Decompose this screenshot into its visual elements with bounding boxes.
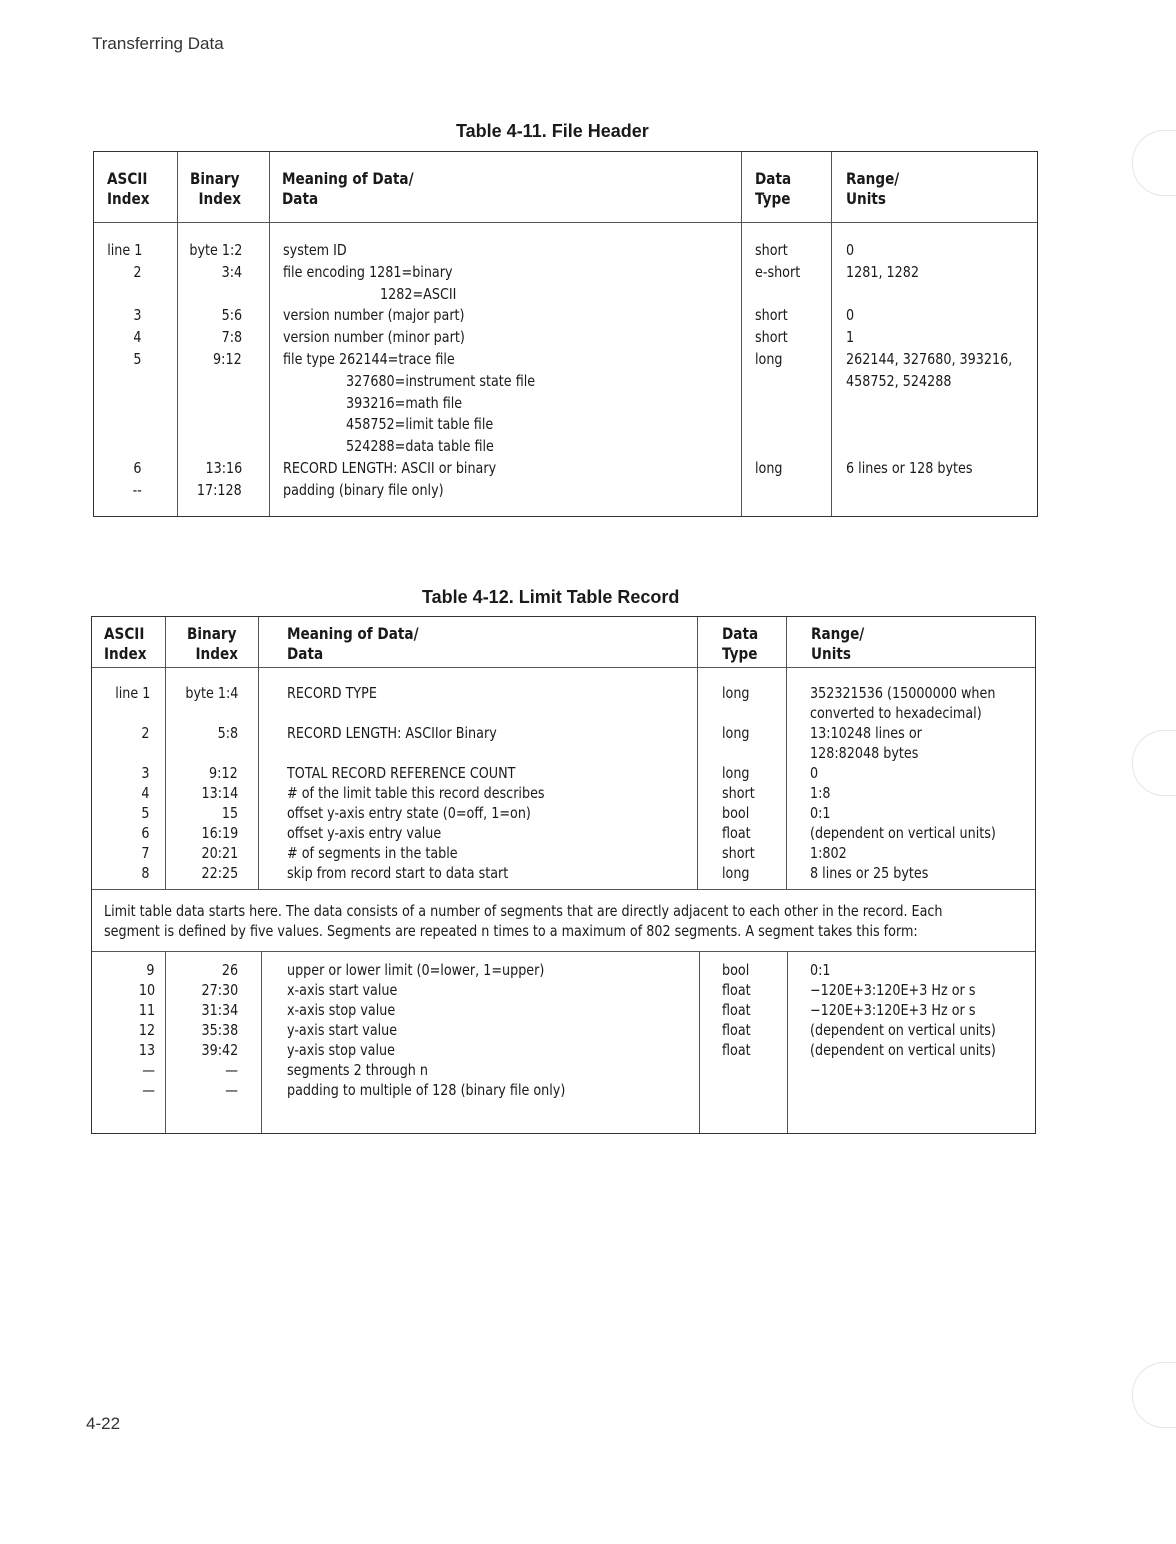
cell-binary-index: 9:12 [209, 764, 238, 782]
cell-range-units: 128:82048 bytes [810, 744, 919, 762]
cell-binary-index: — [225, 1081, 238, 1099]
header-divider [94, 222, 1037, 223]
cell-range-units: 1:802 [810, 844, 847, 862]
cell-binary-index: 5:6 [221, 306, 242, 325]
cell-ascii-index: 9 [146, 961, 155, 979]
column-divider [165, 617, 166, 889]
cell-range-units: 1:8 [810, 784, 831, 802]
cell-binary-index: — [225, 1061, 238, 1079]
cell-meaning: 524288=data table file [346, 437, 494, 456]
punch-hole-mark [1132, 730, 1176, 796]
cell-ascii-index: 4 [133, 328, 142, 347]
cell-binary-index: 27:30 [201, 981, 238, 999]
cell-ascii-index: — [142, 1061, 155, 1079]
column-divider [165, 952, 166, 1133]
cell-meaning: x-axis stop value [287, 1001, 396, 1019]
cell-binary-index: 7:8 [221, 328, 242, 347]
cell-range-units: −120E+3:120E+3 Hz or s [810, 1001, 976, 1019]
cell-binary-index: 20:21 [201, 844, 238, 862]
cell-range-units: (dependent on vertical units) [810, 1021, 996, 1039]
cell-range-units: 13:10248 lines or [810, 724, 922, 742]
cell-meaning: padding (binary file only) [283, 480, 444, 499]
cell-range-units: 458752, 524288 [846, 371, 952, 390]
cell-data-type: short [755, 328, 788, 347]
cell-binary-index: 31:34 [201, 1001, 238, 1019]
cell-meaning: 1282=ASCII [380, 284, 457, 303]
punch-hole-mark [1132, 130, 1176, 196]
table-4-12-caption: Table 4-12. Limit Table Record [422, 587, 680, 607]
cell-data-type: float [722, 1041, 751, 1059]
cell-data-type: short [755, 306, 788, 325]
cell-meaning: # of segments in the table [287, 844, 458, 862]
cell-ascii-index: — [142, 1081, 155, 1099]
cell-meaning: 393216=math file [346, 393, 463, 412]
cell-binary-index: 5:8 [217, 724, 238, 742]
cell-binary-index: 35:38 [201, 1021, 238, 1039]
cell-meaning: offset y-axis entry value [287, 824, 442, 842]
column-divider [787, 952, 788, 1133]
column-divider [697, 617, 698, 889]
cell-ascii-index: -- [132, 480, 142, 499]
cell-ascii-index: line 1 [114, 684, 150, 702]
cell-binary-index: 22:25 [201, 864, 238, 882]
cell-range-units: (dependent on vertical units) [810, 824, 996, 842]
cell-range-units: converted to hexadecimal) [810, 704, 982, 722]
cell-data-type: short [722, 844, 755, 862]
column-divider [258, 617, 259, 889]
segment-note-line: Limit table data starts here. The data consists of a number of segments that are directly adjacent to each other in the record. Each [104, 902, 943, 920]
cell-data-type: long [722, 684, 750, 702]
cell-ascii-index: 5 [133, 350, 142, 368]
cell-binary-index: 15 [221, 804, 238, 822]
cell-meaning: x-axis start value [287, 981, 398, 999]
cell-range-units: 6 lines or 128 bytes [846, 459, 973, 477]
cell-range-units: 0 [810, 764, 819, 782]
cell-meaning: TOTAL RECORD REFERENCE COUNT [287, 764, 516, 782]
cell-ascii-index: 6 [133, 459, 142, 477]
header-ascii-index: ASCII Index [107, 169, 150, 208]
cell-data-type: float [722, 824, 751, 842]
cell-binary-index: 3:4 [221, 262, 242, 281]
cell-range-units: 352321536 (15000000 when [810, 684, 996, 702]
cell-meaning: RECORD LENGTH: ASCIIor Binary [287, 724, 497, 742]
header-meaning: Meaning of Data/ Data [282, 169, 414, 208]
column-divider [786, 617, 787, 889]
cell-data-type: long [722, 864, 750, 882]
cell-binary-index: 26 [221, 961, 238, 979]
column-divider [741, 152, 742, 516]
cell-data-type: short [722, 784, 755, 802]
cell-data-type: float [722, 1001, 751, 1019]
cell-ascii-index: 7 [141, 844, 150, 862]
cell-binary-index: 13:14 [201, 784, 238, 802]
cell-ascii-index: 2 [133, 262, 142, 281]
cell-meaning: padding to multiple of 128 (binary file only) [287, 1081, 566, 1099]
cell-meaning: y-axis start value [287, 1021, 398, 1039]
cell-data-type: bool [722, 961, 750, 979]
cell-range-units: −120E+3:120E+3 Hz or s [810, 981, 976, 999]
cell-ascii-index: 8 [141, 864, 150, 882]
cell-data-type: long [755, 350, 783, 368]
cell-meaning: offset y-axis entry state (0=off, 1=on) [287, 804, 531, 822]
running-head: Transferring Data [92, 34, 224, 53]
cell-meaning: file encoding 1281=binary [283, 262, 453, 281]
cell-ascii-index: 3 [141, 764, 150, 782]
cell-data-type: short [755, 241, 788, 259]
column-divider [699, 952, 700, 1133]
cell-ascii-index: 11 [138, 1001, 155, 1019]
cell-meaning: file type 262144=trace file [283, 350, 455, 368]
cell-meaning: system ID [283, 241, 347, 259]
column-divider [831, 152, 832, 516]
cell-binary-index: byte 1:4 [184, 684, 238, 702]
cell-range-units: 1281, 1282 [846, 262, 920, 281]
cell-range-units: 0 [846, 241, 855, 259]
column-divider [261, 952, 262, 1133]
table-4-11-caption: Table 4-11. File Header [456, 121, 649, 141]
cell-range-units: 0:1 [810, 804, 831, 822]
header-range-units: Range/ Units [811, 624, 865, 663]
cell-binary-index: byte 1:2 [188, 241, 242, 259]
cell-ascii-index: 2 [141, 724, 150, 742]
header-range-units: Range/ Units [846, 169, 900, 208]
cell-ascii-index: 13 [138, 1041, 155, 1059]
cell-binary-index: 9:12 [213, 350, 242, 368]
cell-range-units: 8 lines or 25 bytes [810, 864, 929, 882]
header-meaning: Meaning of Data/ Data [287, 624, 419, 663]
cell-meaning: y-axis stop value [287, 1041, 395, 1059]
cell-range-units: 0 [846, 306, 855, 325]
cell-data-type: long [722, 764, 750, 782]
cell-range-units: (dependent on vertical units) [810, 1041, 996, 1059]
cell-meaning: skip from record start to data start [287, 864, 509, 882]
cell-ascii-index: 10 [138, 981, 155, 999]
cell-ascii-index: 6 [141, 824, 150, 842]
header-divider [92, 667, 1035, 668]
cell-meaning: 327680=instrument state file [346, 371, 536, 390]
cell-ascii-index: 3 [133, 306, 142, 325]
cell-ascii-index: 4 [141, 784, 150, 802]
page-number: 4-22 [86, 1414, 121, 1433]
cell-ascii-index: 12 [138, 1021, 155, 1039]
column-divider [269, 152, 270, 516]
header-binary-index: Binary Index [190, 169, 241, 208]
segment-note-line: segment is defined by five values. Segments are repeated n times to a maximum of 802 segments. A segment takes this form: [104, 922, 918, 940]
cell-meaning: segments 2 through n [287, 1061, 429, 1079]
cell-ascii-index: line 1 [106, 241, 142, 259]
cell-meaning: 458752=limit table file [346, 415, 494, 434]
cell-meaning: RECORD TYPE [287, 684, 377, 702]
cell-range-units: 1 [846, 328, 855, 347]
cell-binary-index: 13:16 [205, 459, 242, 477]
note-top-divider [92, 889, 1035, 890]
cell-range-units: 0:1 [810, 961, 831, 979]
header-data-type: Data Type [722, 624, 759, 663]
cell-data-type: long [722, 724, 750, 742]
note-bottom-divider [92, 951, 1035, 952]
cell-data-type: float [722, 1021, 751, 1039]
cell-binary-index: 39:42 [201, 1041, 238, 1059]
cell-meaning: RECORD LENGTH: ASCII or binary [283, 459, 497, 477]
cell-meaning: upper or lower limit (0=lower, 1=upper) [287, 961, 545, 979]
cell-binary-index: 16:19 [201, 824, 238, 842]
header-data-type: Data Type [755, 169, 792, 208]
header-ascii-index: ASCII Index [104, 624, 147, 663]
header-binary-index: Binary Index [187, 624, 238, 663]
punch-hole-mark [1132, 1362, 1176, 1428]
cell-data-type: float [722, 981, 751, 999]
cell-binary-index: 17:128 [197, 480, 242, 499]
cell-data-type: e-short [755, 262, 801, 281]
cell-range-units: 262144, 327680, 393216, [846, 350, 1013, 368]
cell-data-type: long [755, 459, 783, 477]
cell-meaning: version number (major part) [283, 306, 465, 325]
cell-data-type: bool [722, 804, 750, 822]
column-divider [177, 152, 178, 516]
cell-meaning: version number (minor part) [283, 328, 465, 347]
cell-meaning: # of the limit table this record describes [287, 784, 545, 802]
cell-ascii-index: 5 [141, 804, 150, 822]
